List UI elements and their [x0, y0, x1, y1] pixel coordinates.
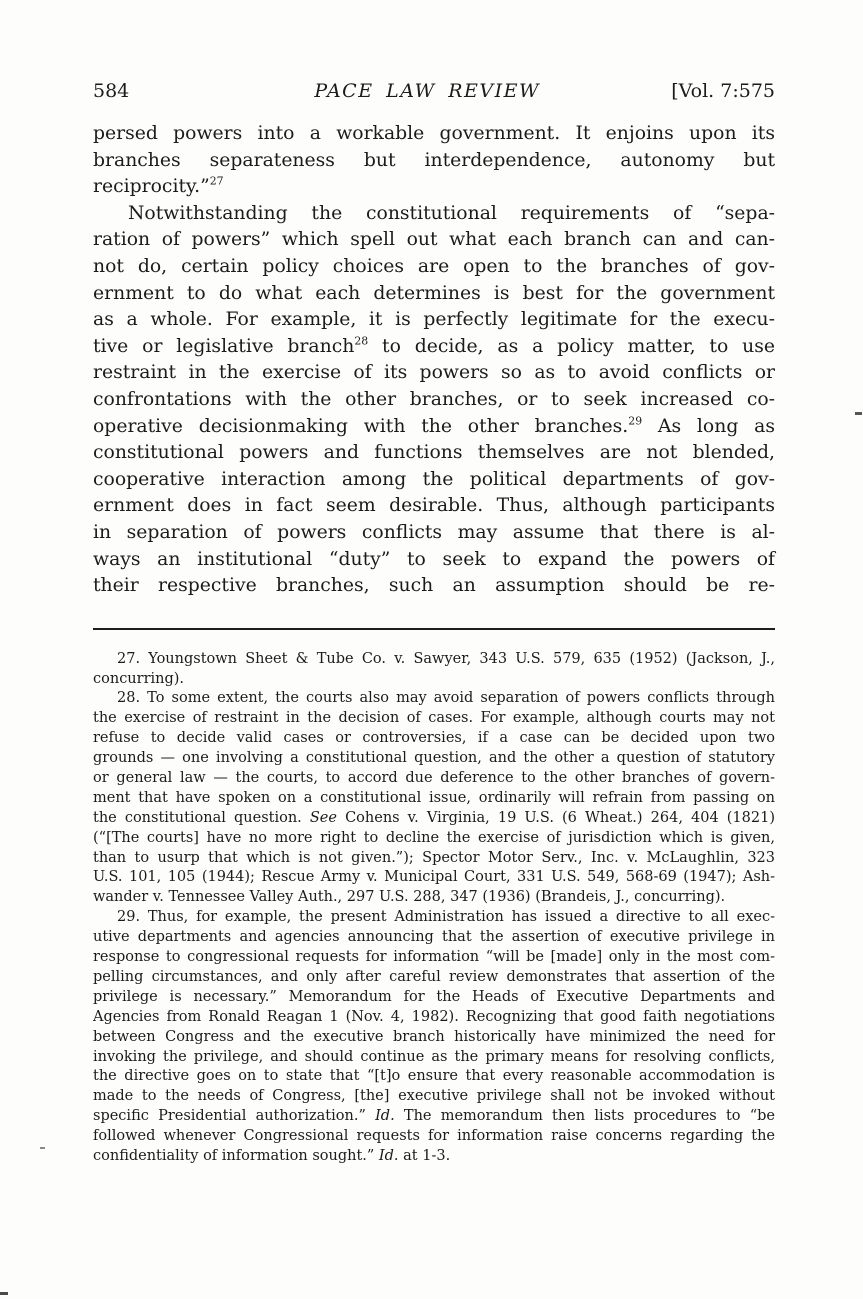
text-run: followed whenever Congressional requests for information raise concerns regarding the [93, 1128, 775, 1145]
text-line [93, 789, 775, 809]
body-paragraph [93, 121, 775, 201]
text-run: invoking the privilege, and should continue as the primary means for resolving conflicts, [93, 1048, 775, 1065]
text-line [93, 1067, 775, 1087]
text-run: not do, certain policy choices are open to the branches of gov- [93, 255, 775, 277]
text-run: specific Presidential authorization.” [93, 1108, 376, 1125]
text-line [93, 769, 775, 789]
text-line [93, 387, 775, 414]
scan-artifact [855, 412, 862, 415]
text-line [93, 809, 775, 829]
text-run: 29. Thus, for example, the present Administration has issued a directive to all exec- [117, 909, 775, 926]
footnote-28 [93, 689, 775, 908]
italic-text: Id. [378, 1147, 399, 1164]
text-line [93, 360, 775, 387]
footnote-reference: 28 [354, 334, 369, 348]
text-run: as a whole. For example, it is perfectly legitimate for the execu- [93, 309, 775, 331]
text-line [93, 281, 775, 308]
text-run: The memorandum then lists procedures to “be [394, 1108, 775, 1125]
footnote-29 [93, 908, 775, 1167]
text-line [93, 148, 775, 175]
journal-title: PACE LAW REVIEW [314, 80, 541, 102]
text-run: Notwithstanding the constitutional requirements of “sepa- [128, 202, 775, 224]
text-run: As long as [642, 415, 775, 437]
text-run: response to congressional requests for information “will be [made] only in the most com- [93, 949, 775, 966]
text-line [93, 1127, 775, 1147]
page-content [93, 80, 775, 1167]
text-run: cooperative interaction among the political departments of gov- [93, 468, 775, 490]
text-run: to decide, as a policy matter, to use [368, 335, 775, 357]
text-run: reciprocity.” [93, 176, 210, 198]
text-line [93, 689, 775, 709]
text-line [93, 121, 775, 148]
page-number: 584 [93, 80, 130, 102]
footnote-reference: 27 [209, 174, 224, 188]
text-run: utive departments and agencies announcing that the assertion of executive privilege in [93, 929, 775, 946]
text-line [93, 201, 775, 228]
text-line [93, 670, 775, 690]
text-run: confidentiality of information sought.” [93, 1147, 379, 1164]
text-run: tive or legislative branch [93, 335, 355, 357]
text-line [93, 1087, 775, 1107]
text-line [93, 849, 775, 869]
text-run: concurring). [93, 670, 185, 687]
text-run: Agencies from Ronald Reagan 1 (Nov. 4, 1982). Recognizing that good faith negotiations [93, 1008, 775, 1025]
text-run: ration of powers” which spell out what each branch can and can- [93, 229, 775, 251]
text-line [93, 467, 775, 494]
text-run: pelling circumstances, and only after careful review demonstrates that assertion of the [93, 968, 775, 985]
text-run: (“[The courts] have no more right to decline the exercise of jurisdiction which is given, [93, 829, 775, 846]
text-run: the directive goes on to state that “[t]o ensure that every reasonable accommodation is [93, 1068, 775, 1085]
text-line [93, 1147, 775, 1167]
text-run: 27. Youngstown Sheet & Tube Co. v. Sawyer, 343 U.S. 579, 635 (1952) (Jackson, J., [117, 650, 775, 667]
text-line [93, 988, 775, 1008]
scan-artifact [40, 1147, 45, 1149]
text-run: than to usurp that which is not given.”); Spector Motor Serv., Inc. v. McLaughlin, 323 [93, 849, 775, 866]
text-run: wander v. Tennessee Valley Auth., 297 U.S. 288, 347 (1936) (Brandeis, J., concurring). [93, 889, 726, 906]
text-run: ernment to do what each determines is best for the government [93, 282, 775, 304]
text-line [93, 868, 775, 888]
text-run: ways an institutional “duty” to seek to expand the powers of [93, 548, 775, 570]
text-run: ment that have spoken on a constitutional issue, ordinarily will refrain from passing on [93, 789, 775, 806]
text-run: made to the needs of Congress, [the] executive privilege shall not be invoked without [93, 1088, 775, 1105]
text-line [93, 908, 775, 928]
text-run: operative decisionmaking with the other branches. [93, 415, 629, 437]
text-line [93, 307, 775, 334]
text-line [93, 414, 775, 441]
text-line [93, 227, 775, 254]
italic-text: See [309, 809, 337, 826]
text-run: at 1-3. [398, 1147, 451, 1164]
text-line [93, 547, 775, 574]
italic-text: Id. [375, 1108, 395, 1125]
text-line [93, 1107, 775, 1127]
text-line [93, 254, 775, 281]
text-line [93, 1008, 775, 1028]
volume-citation: [Vol. 7:575 [671, 80, 775, 102]
text-line [93, 1048, 775, 1068]
text-run: or general law — the courts, to accord due deference to the other branches of govern- [93, 770, 775, 787]
text-run: 28. To some extent, the courts also may avoid separation of powers conflicts through [117, 690, 775, 707]
text-run: confrontations with the other branches, or to seek increased co- [93, 388, 775, 410]
scan-artifact [0, 1292, 8, 1295]
text-line [93, 440, 775, 467]
footnote-27 [93, 650, 775, 690]
text-run: their respective branches, such an assumption should be re- [93, 575, 775, 597]
text-line [93, 573, 775, 600]
text-run: in separation of powers conflicts may assume that there is al- [93, 521, 775, 543]
text-run: between Congress and the executive branch historically have minimized the need for [93, 1028, 775, 1045]
text-line [93, 174, 775, 201]
text-line [93, 888, 775, 908]
text-line [93, 729, 775, 749]
text-line [93, 493, 775, 520]
text-run: refuse to decide valid cases or controversies, if a case can be decided upon two [93, 730, 775, 747]
text-line [93, 709, 775, 729]
text-line [93, 1028, 775, 1048]
text-run: grounds — one involving a constitutional question, and the other a question of statutory [93, 750, 775, 767]
text-run: ernment does in fact seem desirable. Thus, although participants [93, 495, 775, 517]
footnote-separator-rule [93, 628, 775, 630]
text-line [93, 968, 775, 988]
text-line [93, 829, 775, 849]
running-header [93, 80, 775, 104]
text-line [93, 520, 775, 547]
body-paragraph [93, 201, 775, 600]
text-run: constitutional powers and functions themselves are not blended, [93, 442, 775, 464]
text-line [93, 948, 775, 968]
footnote-reference: 29 [628, 414, 643, 428]
text-line [93, 334, 775, 361]
text-run: persed powers into a workable government. It enjoins upon its [93, 123, 775, 144]
text-run: U.S. 101, 105 (1944); Rescue Army v. Municipal Court, 331 U.S. 549, 568-69 (1947); Ash- [93, 869, 775, 886]
article-body [93, 121, 775, 600]
text-run: restraint in the exercise of its powers so as to avoid conflicts or [93, 362, 775, 384]
text-run: the exercise of restraint in the decision of cases. For example, although courts may not [93, 710, 775, 727]
text-line [93, 650, 775, 670]
text-line [93, 928, 775, 948]
text-run: privilege is necessary.” Memorandum for the Heads of Executive Departments and [93, 988, 775, 1005]
text-run: Cohens v. Virginia, 19 U.S. (6 Wheat.) 264, 404 (1821) [336, 809, 775, 826]
text-line [93, 749, 775, 769]
text-run: branches separateness but interdependence, autonomy but [93, 149, 775, 171]
footnotes-section [93, 650, 775, 1167]
text-run: the constitutional question. [93, 809, 310, 826]
